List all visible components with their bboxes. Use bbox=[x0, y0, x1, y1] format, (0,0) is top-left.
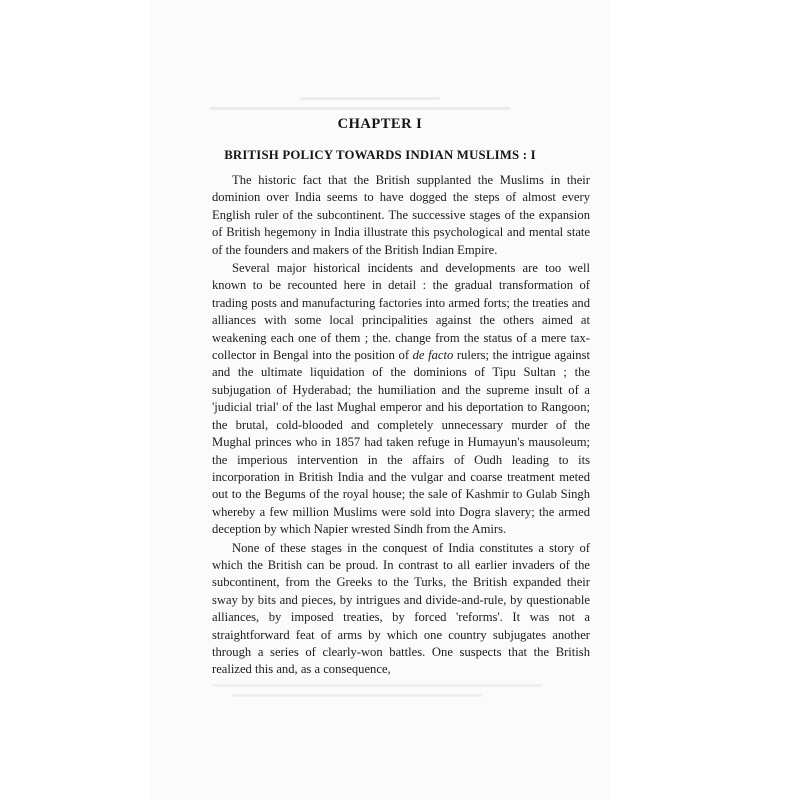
show-through-text bbox=[150, 95, 610, 115]
body-text bbox=[212, 172, 590, 679]
paragraph-2-text-before-italic: Several major historical incidents and developments are too well known to be recounted here in detail : the gradual transformation of trading posts and manufacturing factories into armed forts; the treaties and alliances with some local principalities against the others aimed at weakening each one of them ; the. change from the status of a mere tax-collector in Bengal into the position of bbox=[212, 261, 590, 363]
paragraph-2 bbox=[212, 260, 590, 539]
paragraph-2-text-after-italic: rulers; the intrigue against and the ultimate liquidation of the dominions of Tipu Sultan ; the subjugation of Hyderabad; the humiliation and the supreme insult of a 'judicial trial' of the last Mughal emperor and his deportation to Rangoon; the brutal, cold-blooded and completely unnecessary murder of the Mughal princes who in 1857 had taken refuge in Humayun's mausoleum; the imperious intervention in the affairs of Oudh leading to its incorporation in British India and the vulgar and coarse treatment meted out to the Begums of the royal house; the sale of Kashmir to Gulab Singh whereby a few million Muslims were sold into Dogra slavery; the armed deception by which Napier wrested Sindh from the Amirs. bbox=[212, 348, 590, 537]
show-through-text-bottom bbox=[212, 680, 590, 700]
chapter-heading: CHAPTER I bbox=[337, 116, 423, 132]
italic-phrase: de facto bbox=[412, 348, 454, 363]
paragraph-1: The historic fact that the British supplanted the Muslims in their dominion over India seems to have dogged the steps of almost every English ruler of the subcontinent. The successive stages of the expansion of British hegemony in India illustrate this psychological and mental state of the founders and makers of the British Indian Empire. bbox=[212, 173, 590, 257]
paragraph-3: None of these stages in the conquest of India constitutes a story of which the British can be proud. In contrast to all earlier invaders of the subcontinent, from the Greeks to the Turks, the British expanded their sway by bits and pieces, by intrigues and divide-and-rule, by questionable alliances, by imposed treaties, by forced 'reforms'. It was not a straightforward feat of arms by which one country subjugates another through a series of clearly-won battles. One suspects that the British realized this and, as a consequence, bbox=[212, 540, 590, 677]
chapter-title: BRITISH POLICY TOWARDS INDIAN MUSLIMS : I bbox=[224, 148, 536, 162]
